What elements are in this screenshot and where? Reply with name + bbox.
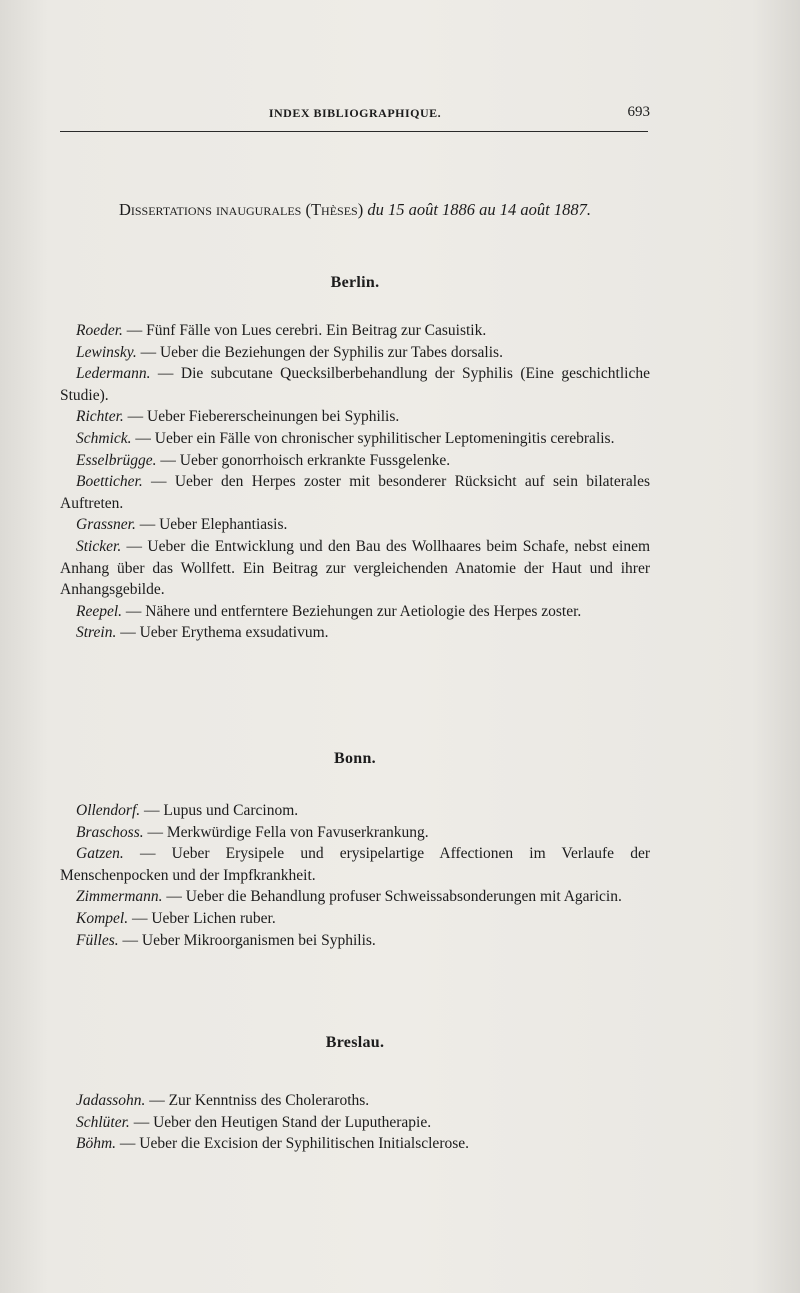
entry-author: Jadassohn. — [76, 1092, 146, 1109]
entry-author: Reepel. — [76, 602, 123, 620]
city-heading-bonn: Bonn. — [334, 750, 376, 767]
entry-author: Richter. — [76, 408, 124, 426]
entry-text: — Ueber Elephantiasis. — [135, 516, 288, 534]
entry-author: Kompel. — [76, 909, 129, 927]
entry-text: — Fünf Fälle von Lues cerebri. Ein Beitrag zur Casuistik. — [122, 322, 487, 339]
entry — [60, 1112, 650, 1134]
entry-author: Schmick. — [76, 429, 132, 447]
entry — [60, 843, 650, 886]
entry — [60, 514, 650, 536]
entries-breslau — [60, 1090, 650, 1155]
entry-author: Ollendorf. — [76, 802, 141, 819]
entry-author: Ledermann. — [76, 365, 151, 383]
entry-text: — Ueber die Entwicklung und den Bau des Wollhaares beim Schafe, nebst einem Anhang über das Wollfett. Ein Beitrag zur vergleichenden Anatomie der Haut und ihrer Anhangsgebilde. — [60, 537, 650, 599]
section-title — [60, 200, 650, 220]
entry — [60, 536, 650, 601]
entry-text: — Ueber den Herpes zoster mit besonderer Rücksicht auf sein bilaterales Auftreten. — [60, 473, 650, 512]
entry — [60, 1133, 650, 1155]
entry — [60, 428, 650, 450]
entry-author: Grassner. — [76, 516, 136, 534]
entry — [60, 601, 650, 623]
entry-author: Schlüter. — [76, 1113, 130, 1131]
entry — [60, 622, 650, 644]
city-heading-berlin: Berlin. — [330, 274, 380, 291]
entry-author: Boetticher. — [76, 473, 143, 491]
running-header — [60, 104, 650, 124]
entry-text: — Ueber die Behandlung profuser Schweissabsonderungen mit Agaricin. — [162, 888, 622, 906]
section-title-dates: du 15 août 1886 au 14 août 1887. — [367, 200, 592, 219]
entry — [60, 363, 650, 406]
entry-author: Esselbrügge. — [76, 451, 157, 469]
entry — [60, 908, 650, 930]
entry — [60, 342, 650, 364]
entry-text: — Die subcutane Quecksilberbehandlung der Syphilis (Eine geschichtliche Studie). — [60, 365, 650, 404]
entry-text: — Ueber Mikroorganismen bei Syphilis. — [118, 931, 376, 949]
entry — [60, 471, 650, 514]
entry — [60, 320, 650, 342]
entry-author: Strein. — [76, 624, 117, 642]
entry-text: — Lupus und Carcinom. — [140, 802, 299, 819]
entry-text: — Ueber ein Fälle von chronischer syphilitischer Leptomeningitis cerebralis. — [131, 429, 615, 447]
entries-bonn — [60, 800, 650, 951]
entry — [60, 800, 650, 822]
city-heading-breslau: Breslau. — [325, 1034, 385, 1051]
entry-author: Fülles. — [76, 931, 119, 949]
page-number: 693 — [627, 104, 650, 120]
entry-author: Braschoss. — [76, 823, 144, 841]
entry-author: Roeder. — [76, 322, 123, 339]
entry-text: — Merkwürdige Fella von Favuserkrankung. — [143, 823, 429, 841]
entry-text: — Ueber Fiebererscheinungen bei Syphilis. — [123, 408, 400, 426]
entry-text: — Ueber Lichen ruber. — [128, 909, 276, 927]
entries-berlin — [60, 320, 650, 644]
entry-text: — Ueber die Excision der Syphilitischen Initialsclerose. — [116, 1135, 470, 1153]
entry — [60, 930, 650, 952]
section-title-main: Dissertations inaugurales — [118, 200, 302, 219]
entry — [60, 406, 650, 428]
header-title: INDEX BIBLIOGRAPHIQUE. — [268, 106, 442, 120]
entry-text: — Ueber den Heutigen Stand der Luputherapie. — [129, 1113, 432, 1131]
section-title-theses: (Thèses) — [305, 200, 364, 219]
entry-text: — Zur Kenntniss des Choleraroths. — [145, 1092, 370, 1109]
entry-author: Lewinsky. — [76, 343, 137, 361]
header-rule — [60, 131, 648, 132]
entry-author: Böhm. — [76, 1135, 117, 1153]
entry — [60, 886, 650, 908]
entry-text: — Ueber Erythema exsudativum. — [116, 624, 329, 642]
entry — [60, 450, 650, 472]
entry-text: — Ueber gonorrhoisch erkrankte Fussgelenke. — [156, 451, 451, 469]
entry-text: — Ueber die Beziehungen der Syphilis zur Tabes dorsalis. — [136, 343, 503, 361]
entry-author: Sticker. — [76, 537, 122, 555]
entry-author: Zimmermann. — [76, 888, 163, 906]
entry-text: — Nähere und entferntere Beziehungen zur Aetiologie des Herpes zoster. — [122, 602, 582, 620]
entry — [60, 822, 650, 844]
entry — [60, 1090, 650, 1112]
entry-text: — Ueber Erysipele und erysipelartige Affectionen im Verlaufe der Menschenpocken und der Impfkrankheit. — [60, 845, 650, 884]
entry-author: Gatzen. — [76, 845, 124, 863]
